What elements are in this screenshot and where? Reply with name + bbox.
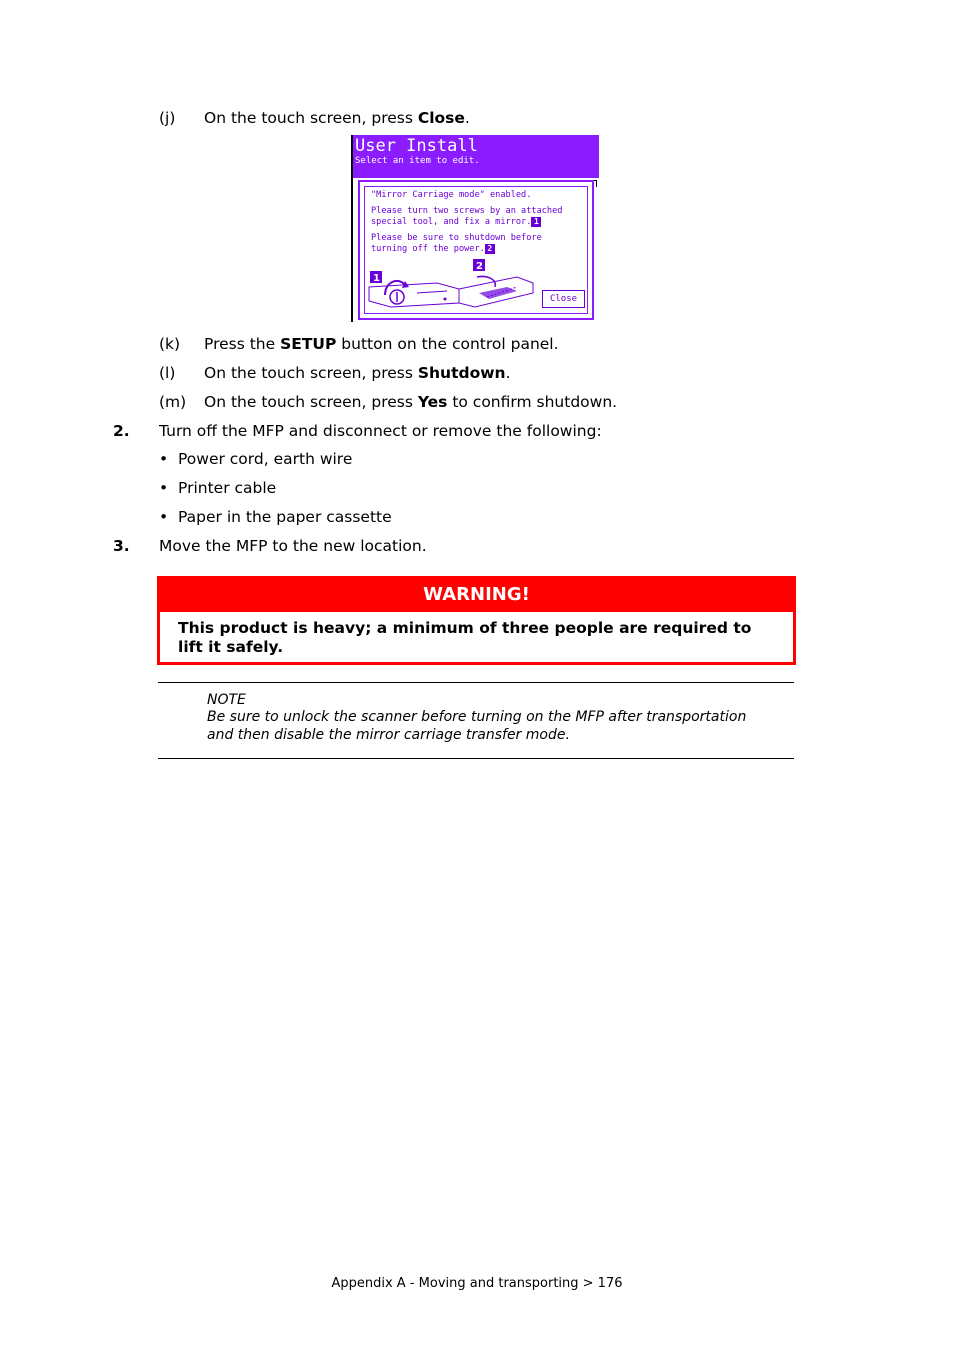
- dialog-line-2: Please turn two screws by an attached: [371, 206, 563, 216]
- step-k-label: (k): [159, 335, 181, 353]
- page-footer: Appendix A - Moving and transporting > 176: [331, 1276, 623, 1291]
- badge-1: 1: [531, 217, 541, 227]
- bullet-item: • Paper in the paper cassette: [159, 508, 392, 526]
- bullet-item: • Power cord, earth wire: [159, 450, 353, 468]
- warning-message: [178, 619, 778, 657]
- note-bottom-rule: [158, 758, 794, 759]
- screen-title: User Install: [355, 136, 478, 156]
- step-l-text: On the touch screen, press Shutdown.: [204, 364, 511, 382]
- step-2-number: 2.: [113, 422, 130, 440]
- step-m-text: On the touch screen, press Yes to confirm shutdown.: [204, 393, 618, 411]
- step-l-label: (l): [159, 364, 176, 382]
- step-3-text: Move the MFP to the new location.: [159, 537, 427, 555]
- badge-2: 2: [485, 244, 495, 254]
- screw-mirror-illustration: [367, 257, 537, 311]
- bullet-item: • Printer cable: [159, 479, 277, 497]
- step-2-text: Turn off the MFP and disconnect or remove the following:: [159, 422, 602, 440]
- step-j-label: (j): [159, 109, 176, 127]
- dialog-line-3-row: [371, 217, 541, 228]
- dialog-line-5: turning off the power.: [371, 244, 485, 254]
- step-j-text: On the touch screen, press Close.: [204, 109, 470, 127]
- warning-box: [157, 576, 796, 665]
- note-top-rule: [158, 682, 794, 683]
- dialog-line-5-row: [371, 244, 495, 255]
- mirror-carriage-dialog: [358, 180, 594, 320]
- note-label: NOTE: [207, 692, 246, 708]
- svg-text:1: 1: [373, 273, 380, 284]
- step-k-text: Press the SETUP button on the control panel.: [204, 335, 559, 353]
- dialog-line-1: "Mirror Carriage mode" enabled.: [371, 190, 532, 200]
- dialog-line-3: special tool, and fix a mirror.: [371, 217, 532, 227]
- warning-line-1: This product is heavy; a minimum of three people are required to: [178, 619, 752, 637]
- warning-title: WARNING!: [160, 579, 793, 612]
- close-button[interactable]: Close: [542, 290, 585, 308]
- step-m-label: (m): [159, 393, 187, 411]
- dialog-line-4: Please be sure to shutdown before: [371, 233, 542, 243]
- screen-header: [353, 135, 599, 178]
- touch-screen-figure: [351, 135, 598, 322]
- dialog-inner-frame: [364, 186, 588, 314]
- svg-text:2: 2: [476, 261, 483, 272]
- note-line-1: Be sure to unlock the scanner before turning on the MFP after transportation: [207, 709, 747, 725]
- note-line-2: and then disable the mirror carriage transfer mode.: [207, 727, 570, 743]
- screen-subtitle: Select an item to edit.: [355, 156, 480, 166]
- step-3-number: 3.: [113, 537, 130, 555]
- warning-line-2: lift it safely.: [178, 638, 284, 656]
